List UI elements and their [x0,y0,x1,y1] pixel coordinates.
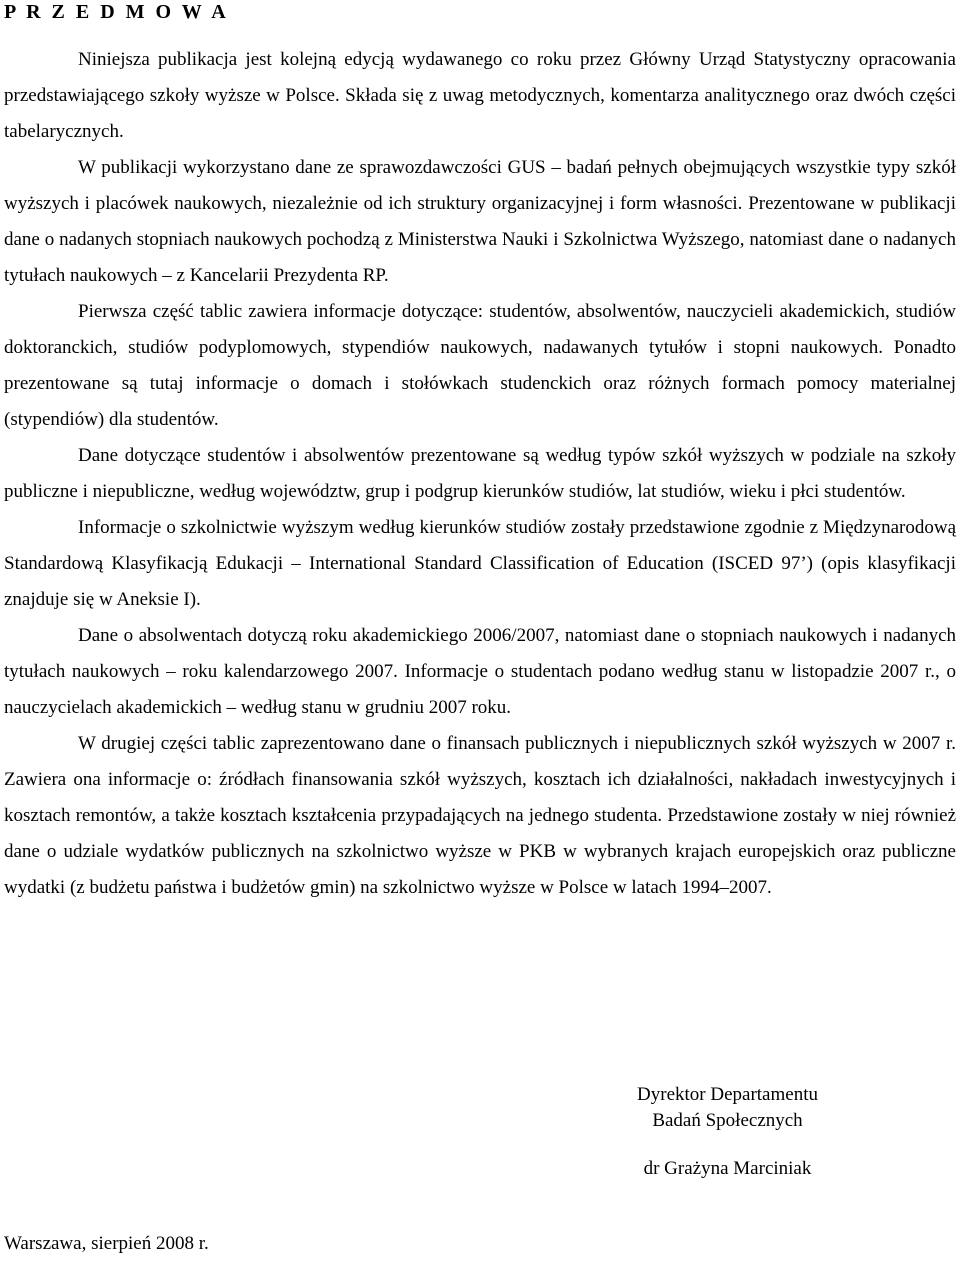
paragraph: W publikacji wykorzystano dane ze sprawozdawczości GUS – badań pełnych obejmujących wszystkie typy szkół wyższych i placówek naukowych, niezależnie od ich struktury organizacyjnej i form własności. Prezentowane w publikacji dane o nadanych stopniach naukowych pochodzą z Ministerstwa Nauki i Szkolnictwa Wyższego, natomiast dane o nadanych tytułach naukowych – z Kancelarii Prezydenta RP. [4,157,956,286]
paragraph: Informacje o szkolnictwie wyższym według kierunków studiów zostały przedstawione zgodnie z Międzynarodową Standardową Klasyfikacją Edukacji – International Standard Classification of Education (ISCED 97’) (opis klasyfikacji znajduje się w Aneksie I). [4,517,956,610]
signature-name: dr Grażyna Marciniak [643,1158,812,1179]
paragraph: Niniejsza publikacja jest kolejną edycją wydawanego co roku przez Główny Urząd Statystyczny opracowania przedstawiającego szkoły wyższe w Polsce. Składa się z uwag metodycznych, komentarza analitycznego oraz dwóch części tabelarycznych. [4,49,956,142]
document-body [4,42,956,906]
signature-block [600,1082,855,1182]
paragraph: Dane dotyczące studentów i absolwentów prezentowane są według typów szkół wyższych w podziale na szkoły publiczne i niepubliczne, według województw, grup i podgrup kierunków studiów, lat studiów, wieku i płci studentów. [4,445,956,502]
paragraph: Pierwsza część tablic zawiera informacje dotyczące: studentów, absolwentów, nauczycieli akademickich, studiów doktoranckich, studiów podyplomowych, stypendiów naukowych, nadawanych tytułów i stopni naukowych. Ponadto prezentowane są tutaj informacje o domach i stołówkach studenckich oraz różnych formach pomocy materialnej (stypendiów) dla studentów. [4,301,956,430]
paragraph: W drugiej części tablic zaprezentowano dane o finansach publicznych i niepublicznych szkół wyższych w 2007 r. Zawiera ona informacje o: źródłach finansowania szkół wyższych, kosztach ich działalności, nakładach inwestycyjnych i kosztach remontów, a także kosztach kształcenia przypadających na jednego studenta. Przedstawione zostały w niej również dane o udziale wydatków publicznych na szkolnictwo wyższe w PKB w wybranych krajach europejskich oraz publiczne wydatki (z budżetu państwa i budżetów gmin) na szkolnictwo wyższe w Polsce w latach 1994–2007. [4,733,956,898]
document-heading: P R Z E D M O W A [4,1,229,23]
signature-title-line: Dyrektor Departamentu [637,1084,818,1105]
place-and-date: Warszawa, sierpień 2008 r. [4,1233,209,1254]
signature-department-line: Badań Społecznych [652,1110,803,1131]
paragraph: Dane o absolwentach dotyczą roku akademickiego 2006/2007, natomiast dane o stopniach naukowych i nadanych tytułach naukowych – roku kalendarzowego 2007. Informacje o studentach podano według stanu w listopadzie 2007 r., o nauczycielach akademickich – według stanu w grudniu 2007 roku. [4,625,956,718]
